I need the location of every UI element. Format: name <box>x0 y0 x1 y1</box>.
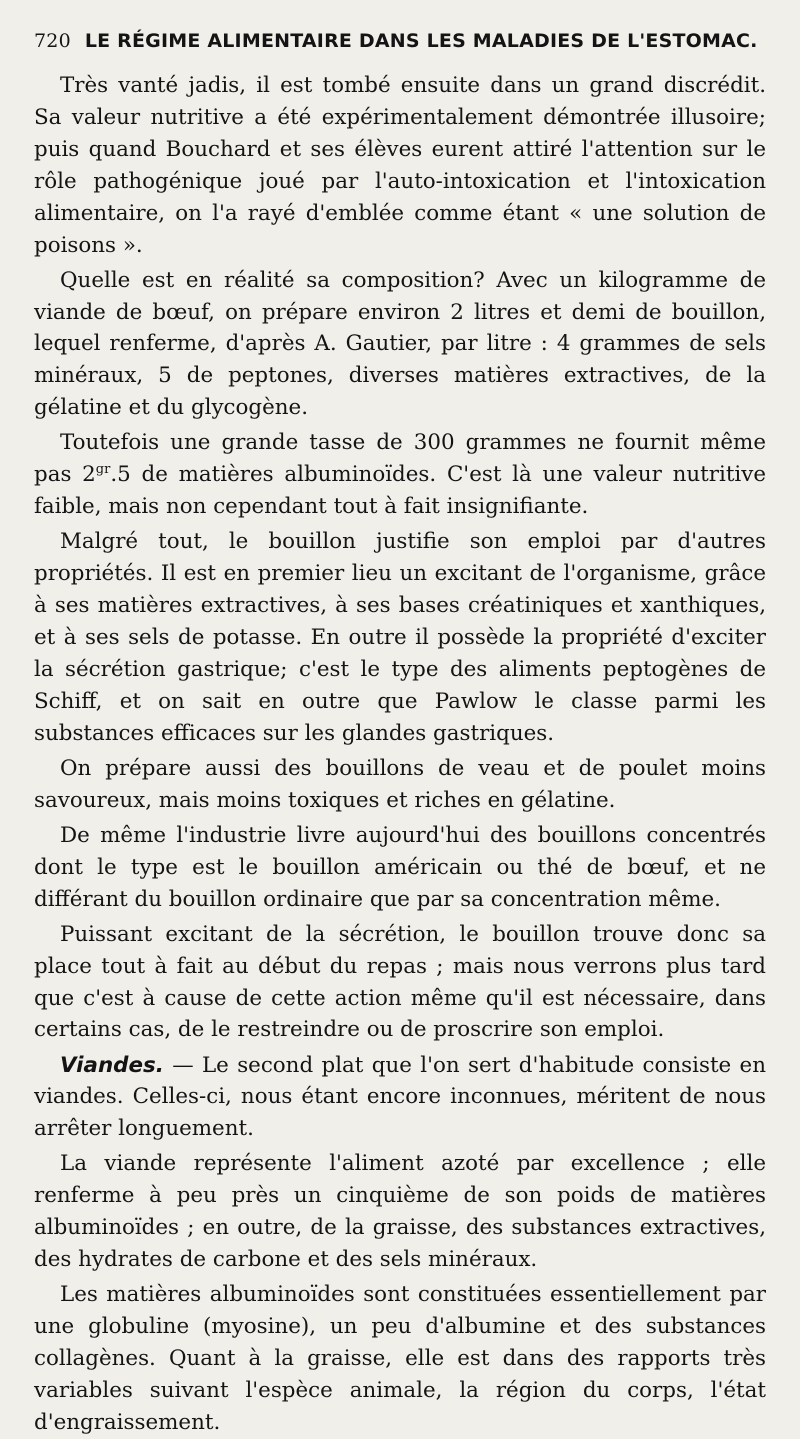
nutritive-value-text: Toutefois une grande tasse de 300 grammes ne fournit même pas 2 <box>34 430 766 488</box>
paragraph-meat-composition: La viande représente l'aliment azoté par excellence ; elle renferme à peu près un cinquième de son poids de matières albuminoïdes ; en outre, de la graisse, des substances extractives, des hydrates de carbone et des sels minéraux. <box>34 1151 766 1273</box>
paragraph-nutritive-value <box>34 427 766 523</box>
running-head <box>34 30 766 66</box>
running-title: LE RÉGIME ALIMENTAIRE DANS LES MALADIES DE L'ESTOMAC. <box>84 30 758 52</box>
paragraph-concentrates: De même l'industrie livre aujourd'hui des bouillons concentrés dont le type est le bouillon américain ou thé de bœuf, et ne différant du bouillon ordinaire que par sa concentration même. <box>34 822 766 912</box>
grams-abbreviation: gr <box>95 462 111 478</box>
page-number: 720 <box>34 30 71 52</box>
viandes-text: — Le second plat que l'on sert d'habitude consiste en viandes. Celles-ci, nous étant encore inconnues, méritent de nous arrêter longuement. <box>34 1052 766 1142</box>
nutritive-value-text-end: .5 de matières albuminoïdes. C'est là une valeur nutritive faible, mais non cependant tout à fait insignifiante. <box>34 462 766 520</box>
paragraph-discredit: Très vanté jadis, il est tombé ensuite dans un grand discrédit. Sa valeur nutritive a été expérimentalement démontrée illusoire; puis quand Bouchard et ses élèves eurent attiré l'attention sur le rôle pathogénique joué par l'auto-intoxication et l'intoxication alimentaire, on l'a rayé d'emblée comme étant « une solution de poisons ». <box>34 73 766 258</box>
paragraph-viandes <box>34 1050 766 1146</box>
paragraph-veal-chicken: On prépare aussi des bouillons de veau et de poulet moins savoureux, mais moins toxiques et riches en gélatine. <box>34 755 766 813</box>
section-term-viandes: Viandes. <box>60 1052 164 1078</box>
paragraph-albuminoids: Les matières albuminoïdes sont constituées essentiellement par une globuline (myosine), un peu d'albumine et des substances collagènes. Quant à la graisse, elle est dans des rapports très variables suivant l'espèce animale, la région du corps, l'état d'engraissement. <box>34 1282 766 1435</box>
text-body <box>34 70 766 1439</box>
paragraph-exciting: Puissant excitant de la sécrétion, le bouillon trouve donc sa place tout à fait au début du repas ; mais nous verrons plus tard que c'est à cause de cette action même qu'il est nécessaire, dans certains cas, de le restreindre ou de proscrire son emploi. <box>34 921 766 1043</box>
paragraph-properties: Malgré tout, le bouillon justifie son emploi par d'autres propriétés. Il est en premier lieu un excitant de l'organisme, grâce à ses matières extractives, à ses bases créatiniques et xanthiques, et à ses sels de potasse. En outre il possède la propriété d'exciter la sécrétion gastrique; c'est le type des aliments peptogènes de Schiff, et on sait en outre que Pawlow le classe parmi les substances efficaces sur les glandes gastriques. <box>34 529 766 746</box>
paragraph-composition: Quelle est en réalité sa composition? Avec un kilogramme de viande de bœuf, on prépare environ 2 litres et demi de bouillon, lequel renferme, d'après A. Gautier, par litre : 4 grammes de sels minéraux, 5 de peptones, diverses matières extractives, de la gélatine et du glycogène. <box>34 267 766 421</box>
